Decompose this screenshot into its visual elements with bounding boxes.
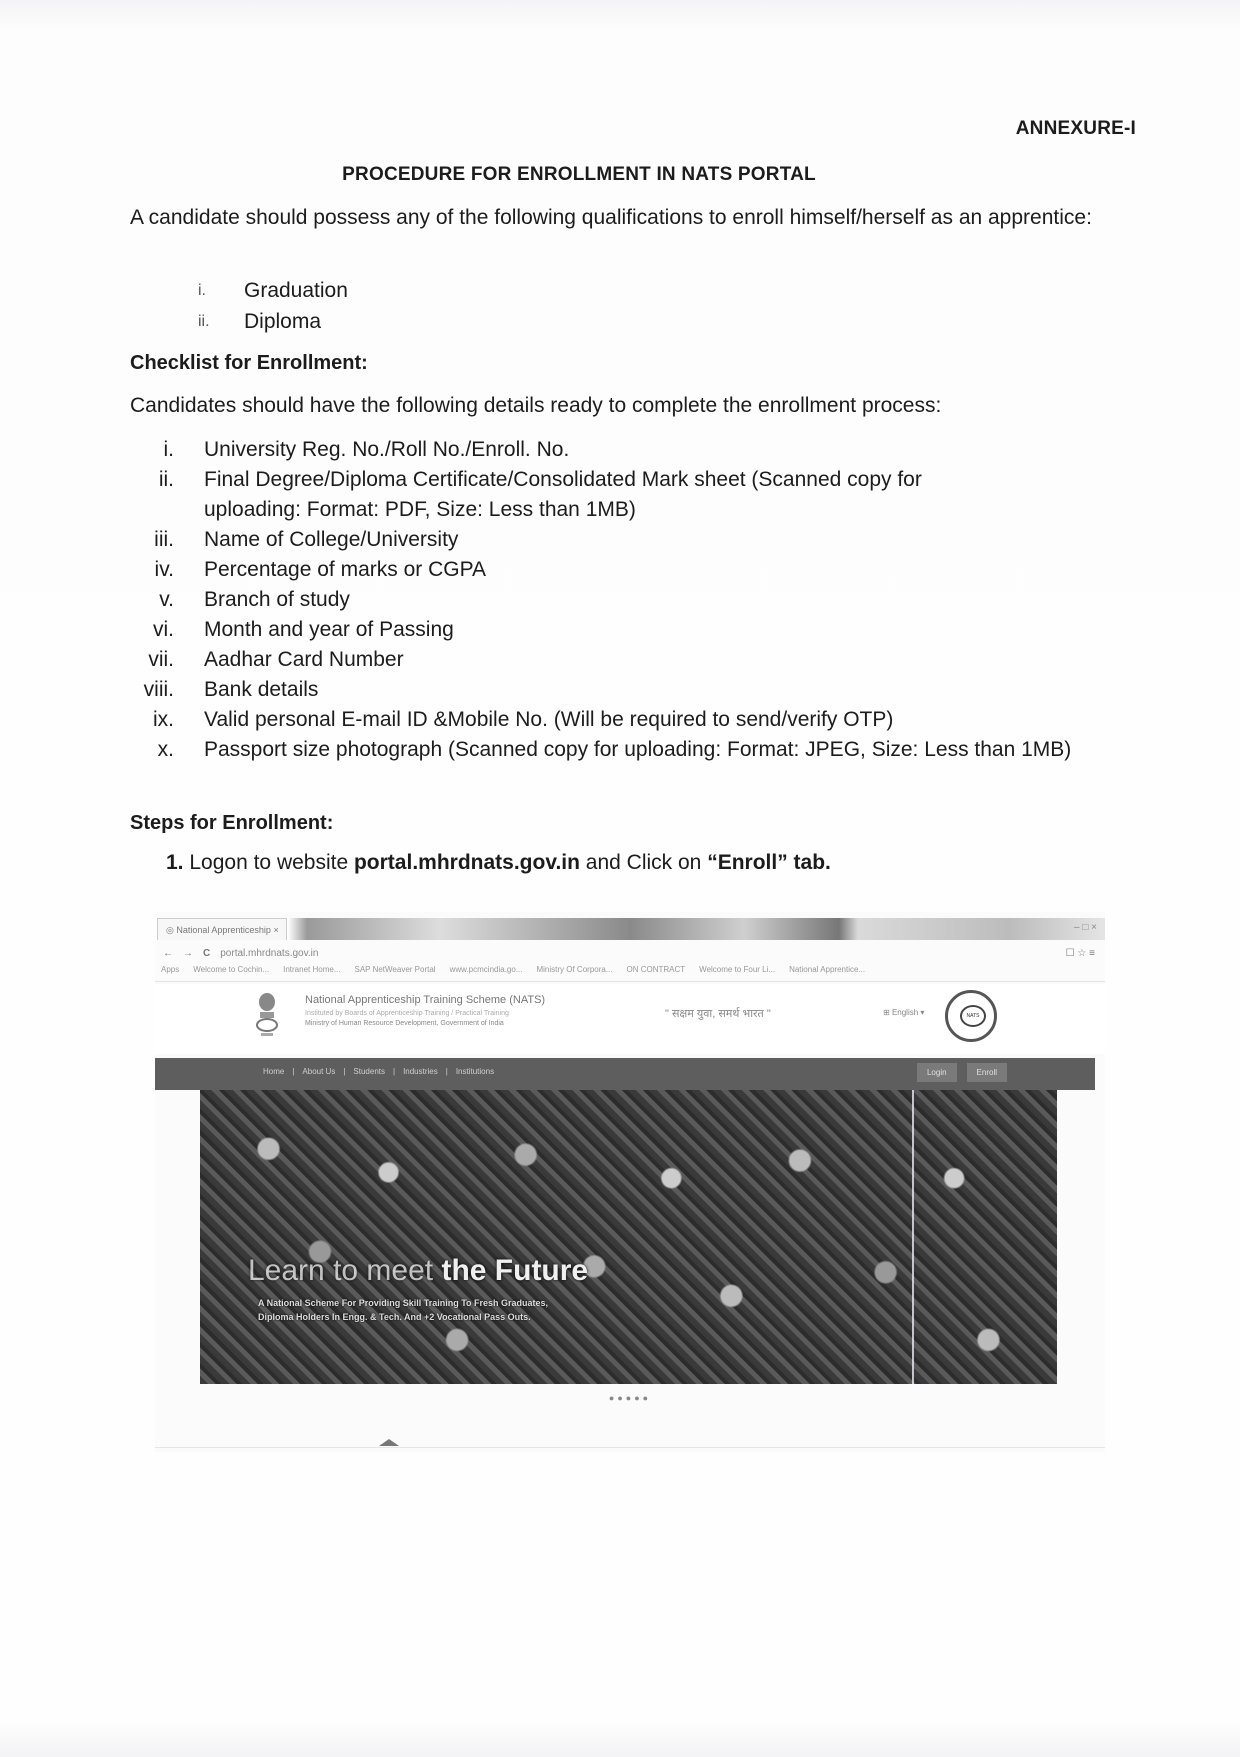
list-item: i. Graduation [198,279,348,302]
page-title: PROCEDURE FOR ENROLLMENT IN NATS PORTAL [342,164,816,185]
translate-icon: ⊞ [883,1008,892,1017]
steps-heading: Steps for Enrollment: [130,812,334,834]
bookmark-item[interactable]: www.pcmcindia.go... [449,965,523,974]
site-name: National Apprenticeship Training Scheme (NATS) [305,994,546,1006]
checklist-intro: Candidates should have the following details ready to complete the enrollment process: [130,394,942,417]
login-button[interactable]: Login [917,1063,957,1082]
nav-about-us[interactable]: About Us [302,1067,336,1076]
carousel-dots[interactable]: ●●●●● [608,1393,652,1403]
list-item: v. Branch of study [159,588,350,611]
site-subtitle: Instituted by Boards of Apprenticeship Training / Practical Training [305,1010,509,1017]
language-select[interactable]: ⊞ English ▾ [883,1008,925,1017]
slogan: " सक्षम युवा, समर्थ भारत " [665,1008,771,1020]
list-item: ix. Valid personal E-mail ID &Mobile No. (Will be required to send/verify OTP) [153,708,894,731]
back-icon[interactable]: ← [163,947,173,959]
national-emblem-icon [255,992,279,1038]
bookmark-item[interactable]: Ministry Of Corpora... [536,965,613,974]
nats-logo: NATS [945,990,997,1042]
bookmark-item[interactable]: Apps [161,965,180,974]
nav-industries[interactable]: Industries [403,1067,438,1076]
address-bar [155,942,1105,964]
hero-banner [200,1090,1057,1384]
nav-links: Home | About Us | Students | Industries | Institutions [263,1067,495,1076]
list-item: viii. Bank details [143,678,319,701]
list-item: i. University Reg. No./Roll No./Enroll. No. [163,438,570,461]
site-header [155,984,1105,1054]
browser-tabbar [155,918,1105,940]
checklist [130,435,1130,765]
bookmark-item[interactable]: Welcome to Cochin... [193,965,270,974]
annexure-label: ANNEXURE-I [1015,118,1136,139]
bookmark-item[interactable]: Welcome to Four Li... [699,965,776,974]
step-1: 1. Logon to website portal.mhrdnats.gov.in and Click on “Enroll” tab. [166,851,831,874]
bookmark-item[interactable]: National Apprentice... [789,965,866,974]
list-item: iv. Percentage of marks or CGPA [154,558,487,581]
toolbar-icons[interactable]: ☐ ☆ ≡ [1065,947,1095,959]
list-item: vi. Month and year of Passing [153,618,454,641]
bookmarks-bar [155,965,1105,982]
scan-divider [912,1090,914,1384]
list-item: vii. Aadhar Card Number [148,648,404,671]
nav-institutions[interactable]: Institutions [455,1067,495,1076]
list-item: ii. Final Degree/Diploma Certificate/Consolidated Mark sheet (Scanned copy for uploading: Format: PDF, Size: Less than 1MB) [158,468,922,521]
divider [155,1447,1105,1448]
window-controls[interactable]: – □ × [1074,922,1097,933]
intro-paragraph: A candidate should possess any of the following qualifications to enroll himself/herself as an apprentice: [130,206,1092,229]
hero-title: Learn to meet the Future [248,1254,589,1287]
bookmark-item[interactable]: ON CONTRACT [626,965,686,974]
nav-students[interactable]: Students [353,1067,385,1076]
nav-buttons [917,1063,1007,1082]
caret-up-icon [379,1439,399,1446]
qualification-list [198,275,348,337]
bookmark-item[interactable]: SAP NetWeaver Portal [354,965,436,974]
nav-home[interactable]: Home [263,1067,285,1076]
browser-tab[interactable]: ◎ National Apprenticeship × [157,918,287,940]
list-item: iii. Name of College/University [154,528,459,551]
portal-screenshot [155,912,1105,1452]
url-input[interactable]: portal.mhrdnats.gov.in [220,947,319,959]
close-icon[interactable]: × [273,925,279,935]
bookmark-item[interactable]: Intranet Home... [283,965,341,974]
enroll-button[interactable]: Enroll [967,1063,1007,1082]
checklist-heading: Checklist for Enrollment: [130,352,368,374]
list-item: ii. Diploma [198,310,322,333]
globe-icon: ◎ [166,925,177,935]
reload-icon[interactable]: C [203,947,211,959]
portal-link[interactable]: portal.mhrdnats.gov.in [353,851,580,874]
site-ministry: Ministry of Human Resource Development, Government of India [305,1020,504,1027]
forward-icon[interactable]: → [183,947,193,959]
list-item: x. Passport size photograph (Scanned copy for uploading: Format: JPEG, Size: Less than 1MB) [157,738,1072,761]
hero-subtitle: A National Scheme For Providing Skill Training To Fresh Graduates, Diploma Holders In Engg. & Tech. And +2 Vocational Pass Outs. [258,1298,549,1322]
site-navbar [155,1058,1095,1090]
